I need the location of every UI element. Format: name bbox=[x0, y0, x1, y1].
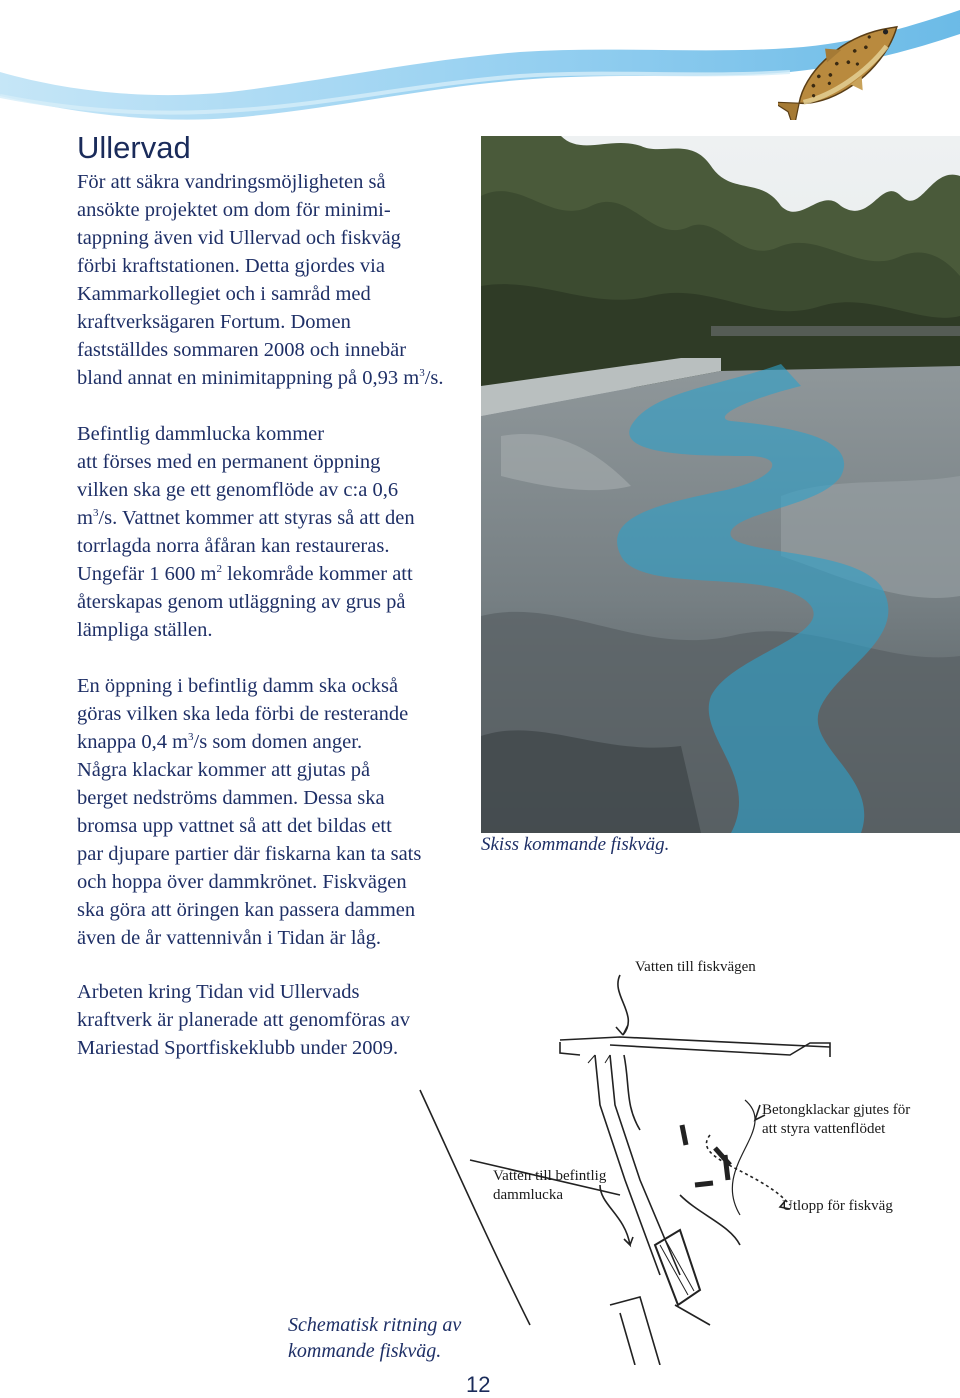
label-betongklackar: Betongklackar gjutes för att styra vattenflödet bbox=[762, 1102, 911, 1137]
page-number: 12 bbox=[466, 1372, 491, 1397]
trout-icon bbox=[778, 10, 918, 120]
label-vatten-fiskvagen: Vatten till fiskvägen bbox=[635, 959, 756, 975]
paragraph-arbeten: Arbeten kring Tidan vid Ullervads kraftverk är planerade att genomföras av Mariestad Sportfiskeklubb under 2009. bbox=[77, 981, 410, 1059]
label-vatten-dammlucka: Vatten till befintlig dammlucka bbox=[493, 1168, 607, 1203]
photo-caption: Skiss kommande fiskväg. bbox=[481, 834, 670, 855]
river-photo bbox=[481, 136, 960, 833]
paragraph-oppning: En öppning i befintlig damm ska också göras vilken ska leda förbi de resterande knappa 0,4 $m^3/s$ som domen anger. Några klackar kommer att gjutas på berget nedströms dammen. Dessa ska bromsa upp vattnet så att det bildas ett par djupare partier där fiskarna kan ta sats och hoppa över dammkrönet. Fiskvägen ska göra att öringen kan passera dammen även de år vattennivån i Tidan är låg. bbox=[77, 675, 422, 949]
page-title: Ullervad bbox=[77, 130, 191, 165]
fishway-schematic bbox=[410, 945, 960, 1365]
paragraph-dammlucka: Befintlig dammlucka kommer att förses med en permanent öppning vilken ska ge ett genomflöde av c:a 0,6 $m^3/s$. Vattnet kommer att styras så att den torrlagda norra åfåran kan restaureras. Ungefär 1 600 $m^2$ lekområde kommer att återskapas genom utläggning av grus på lämpliga ställen. bbox=[77, 423, 415, 641]
label-utlopp: Utlopp för fiskväg bbox=[782, 1198, 893, 1214]
paragraph-intro: För att säkra vandringsmöjligheten så ansökte projektet om dom för minimi- tappning även vid Ullervad och fiskväg förbi kraftstationen. Detta gjordes via Kammarkollegiet och i samråd med kraftverksägaren Fortum. Domen fastställdes sommaren 2008 och innebär bland annat en minimitappning på 0,93 $m^3/s$. bbox=[77, 171, 444, 389]
sketch-caption: Schematisk ritning av kommande fiskväg. bbox=[288, 1314, 462, 1362]
